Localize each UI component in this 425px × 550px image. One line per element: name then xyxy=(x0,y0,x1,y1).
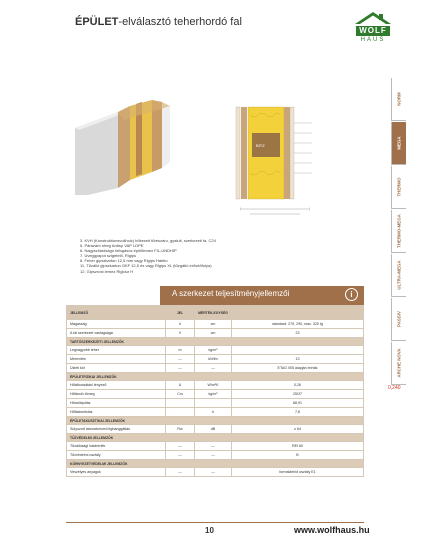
table-cell: 25/37 xyxy=(232,390,364,399)
table-cell: formaldehid osztály E1 xyxy=(232,468,364,477)
table-cell: kg/m² xyxy=(195,390,232,399)
table-cell: Rw xyxy=(166,425,195,434)
side-value: 0,240 xyxy=(388,385,401,391)
header-cell xyxy=(232,306,364,320)
table-cell: Hőfáziseltolás xyxy=(67,408,166,417)
wall-render-illustration xyxy=(70,100,180,195)
header-cell: MÉRTÉK-EGYSÉG xyxy=(195,306,232,320)
table-cell xyxy=(232,346,364,355)
table-row xyxy=(67,364,364,373)
table-cell: Hőátbocsátási tényező xyxy=(67,381,166,390)
group-cell: TŰZVÉDELMI JELLEMZŐK xyxy=(67,434,364,442)
side-tab-label: MEGA xyxy=(396,136,402,150)
table-cell: cm xyxy=(195,320,232,329)
table-cell: B xyxy=(232,451,364,460)
table-cell: Merevítés xyxy=(67,355,166,364)
table-cell: Üzleti kör xyxy=(67,364,166,373)
table-cell: kg/m² xyxy=(195,346,232,355)
table-row xyxy=(67,381,364,390)
side-tab[interactable] xyxy=(391,298,406,341)
table-cell: A fal szerkezet vastagsága xyxy=(67,329,166,338)
side-tab-label: THERMO-MEGA xyxy=(396,214,402,248)
table-cell: ≥ 64 xyxy=(232,425,364,434)
title-bold: ÉPÜLET xyxy=(75,16,119,28)
table-cell: Hőcsillapítás xyxy=(67,399,166,408)
table-row xyxy=(67,390,364,399)
table-cell: U xyxy=(166,381,195,390)
table-cell: — xyxy=(195,442,232,451)
table-cell: 68,91 xyxy=(232,399,364,408)
table-group-row xyxy=(67,417,364,425)
website-link[interactable]: www.wolfhaus.hu xyxy=(294,525,370,535)
table-row xyxy=(67,399,364,408)
table-cell: h xyxy=(166,320,195,329)
table-cell: Súlyozott laboratóriumi léghanggátlás xyxy=(67,425,166,434)
side-tab[interactable] xyxy=(391,122,406,165)
table-cell: — xyxy=(195,364,232,373)
table-cell: 0,26 xyxy=(232,381,364,390)
group-cell: ÉPÜLETFIZIKAI JELLEMZŐK xyxy=(67,373,364,381)
side-tab-label: ULTRA-MEGA xyxy=(396,260,402,290)
page-title xyxy=(75,16,242,28)
header-cell: JEL xyxy=(166,306,195,320)
side-tab[interactable] xyxy=(391,166,406,209)
table-cell: — xyxy=(166,451,195,460)
table-cell: dB xyxy=(195,425,232,434)
section-label: BITZ xyxy=(256,143,265,148)
legend-item: 7. Üveggyapot szigetelő, Rigips xyxy=(80,253,137,259)
table-cell: V xyxy=(166,329,195,338)
table-cell: — xyxy=(166,442,195,451)
table-row xyxy=(67,442,364,451)
side-tab-label: PASSIV xyxy=(396,311,402,327)
table-header-row xyxy=(67,306,364,320)
wolf-haus-logo xyxy=(353,12,393,46)
table-cell: — xyxy=(195,468,232,477)
header-cell: JELLEMZŐ xyxy=(67,306,166,320)
logo-word: WOLF xyxy=(356,26,390,36)
table-cell: ETAG 005 alapján leírtak xyxy=(232,364,364,373)
side-tab[interactable] xyxy=(391,342,406,385)
table-cell: m xyxy=(166,346,195,355)
side-tab[interactable] xyxy=(391,210,406,253)
material-legend xyxy=(80,238,216,274)
legend-item: 12. Gipszrost lemez Rigidur H xyxy=(80,268,134,274)
performance-banner xyxy=(160,286,364,305)
logo-sub: HAUS xyxy=(360,37,386,43)
wall-section-drawing xyxy=(232,103,324,203)
legend-item: 8. Fehér gipszkarton 12,5 mm vagy Rigips Habito xyxy=(80,258,168,264)
table-cell: — xyxy=(166,468,195,477)
table-cell: 13 xyxy=(232,355,364,364)
legend-item: 3. KVH (Konstruktionsvollholz) hőkezelt fűrészáru, gyalult, szerkezeti fa, C24 xyxy=(80,238,216,243)
table-cell: 7,6 xyxy=(232,408,364,417)
table-cell xyxy=(166,408,195,417)
table-cell: Magasság xyxy=(67,320,166,329)
table-cell: Veszélyes anyagok xyxy=(67,468,166,477)
table-cell: Tűzállósági határérték xyxy=(67,442,166,451)
roof-icon xyxy=(355,12,391,26)
table-cell xyxy=(195,399,232,408)
dimension-lines xyxy=(240,207,310,217)
table-row xyxy=(67,468,364,477)
table-cell: Tűzvédelmi osztály xyxy=(67,451,166,460)
table-row xyxy=(67,451,364,460)
info-icon: i xyxy=(345,288,358,301)
title-rest: -elválasztó teherhordó fal xyxy=(118,16,242,28)
side-tab-label: NORM xyxy=(396,92,402,106)
side-tab[interactable] xyxy=(391,78,406,121)
table-row xyxy=(67,408,364,417)
table-cell: REI 60 xyxy=(232,442,364,451)
group-cell: KÖRNYEZETVÉDELMI JELLEMZŐK xyxy=(67,460,364,468)
properties-table xyxy=(66,305,364,477)
legend-item: 5. Párazáró réteg Ardisp VAP LDPE xyxy=(80,243,144,249)
legend-item: 11. Tűzálló gipszkarton GKF 12,5 és vagy Rigips XL (tűzgátló erősítőfolya) xyxy=(80,263,212,269)
table-group-row xyxy=(67,460,364,468)
footer-divider xyxy=(66,522,364,523)
table-cell: kN/fm xyxy=(195,355,232,364)
table-cell: Hőtároló tömeg xyxy=(67,390,166,399)
table-group-row xyxy=(67,434,364,442)
side-tab[interactable] xyxy=(391,254,406,297)
table-row xyxy=(67,329,364,338)
table-cell: Cm xyxy=(166,390,195,399)
table-cell: — xyxy=(166,355,195,364)
table-cell: Legnagyobb teher xyxy=(67,346,166,355)
table-row xyxy=(67,425,364,434)
group-cell: ÉPÜLETAKUSZTIKAI JELLEMZŐK xyxy=(67,417,364,425)
table-row xyxy=(67,355,364,364)
page-number: 10 xyxy=(205,526,214,535)
table-cell: cm xyxy=(195,329,232,338)
side-tab-label: THERMO xyxy=(396,177,402,197)
group-cell: TARTÓSZERKEZETI JELLEMZŐK xyxy=(67,338,364,346)
table-row xyxy=(67,320,364,329)
table-cell: — xyxy=(195,451,232,460)
table-cell: h xyxy=(195,408,232,417)
table-group-row xyxy=(67,338,364,346)
table-cell: 23 xyxy=(232,329,364,338)
table-row xyxy=(67,346,364,355)
banner-title: A szerkezet teljesítményjellemzői xyxy=(172,289,290,298)
table-cell: standard: 279, 290, max. 320 fg xyxy=(232,320,364,329)
legend-item: 6. Nagyszilárdságú fafogásos építőlemez FIL-UNDHIP xyxy=(80,248,177,254)
table-group-row xyxy=(67,373,364,381)
side-tab-label: ARCHE NOVA xyxy=(396,348,402,378)
table-cell: W/m²K xyxy=(195,381,232,390)
table-cell: — xyxy=(166,364,195,373)
table-cell xyxy=(166,399,195,408)
